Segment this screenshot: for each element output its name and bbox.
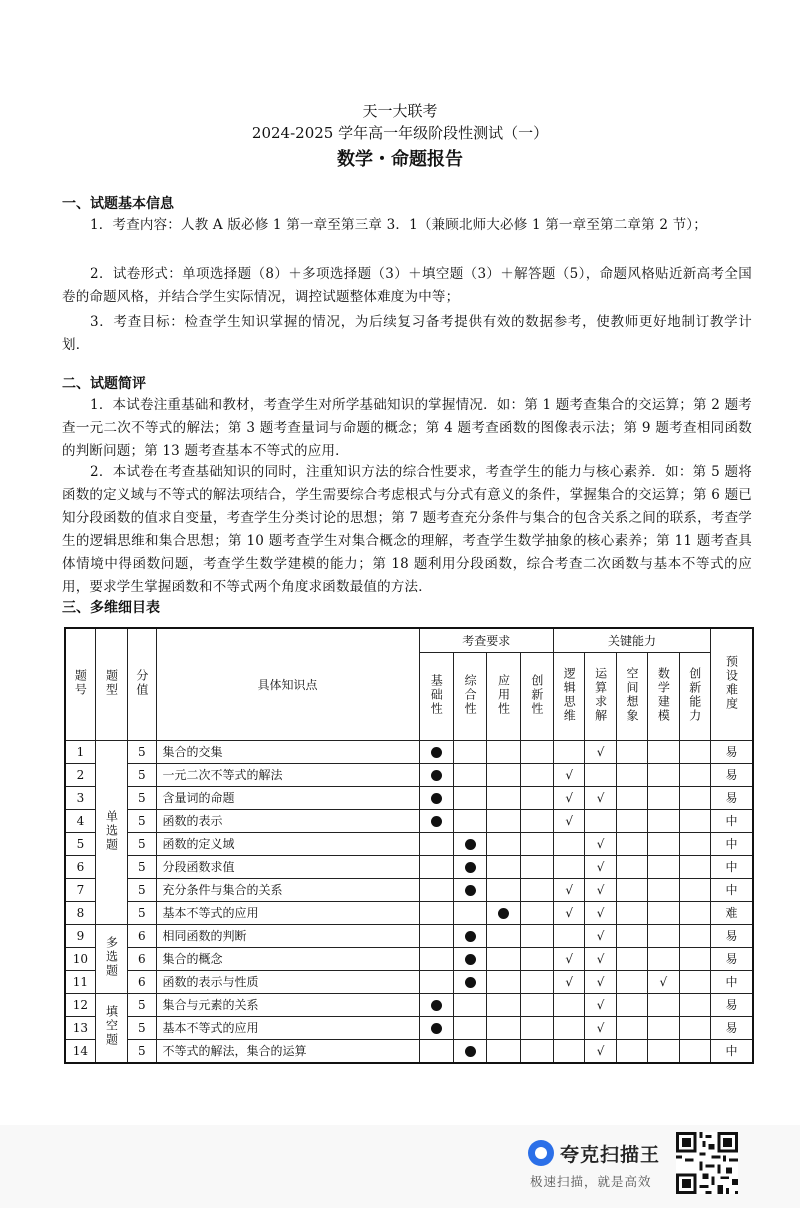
score-cell: 5 <box>128 855 156 878</box>
requirement-cell <box>419 947 453 970</box>
score-cell: 6 <box>128 947 156 970</box>
ability-cell <box>616 1016 647 1039</box>
requirement-cell <box>520 786 553 809</box>
ability-cell <box>554 832 585 855</box>
score-cell: 5 <box>128 901 156 924</box>
requirement-cell <box>520 993 553 1016</box>
check-mark-icon: √ <box>596 1020 605 1035</box>
header-ab-logic: 逻辑思维 <box>554 652 585 740</box>
check-mark-icon: √ <box>565 882 574 897</box>
header-requirements: 考查要求 <box>419 628 554 652</box>
report-header <box>0 100 800 174</box>
ability-cell <box>648 947 679 970</box>
header-question-type: 题型 <box>95 628 127 740</box>
ability-cell <box>616 970 647 993</box>
requirement-cell <box>419 763 453 786</box>
score-cell: 5 <box>128 878 156 901</box>
difficulty-cell: 中 <box>710 832 753 855</box>
ability-cell <box>585 970 616 993</box>
requirement-cell <box>453 924 486 947</box>
requirement-cell <box>520 901 553 924</box>
difficulty-cell: 易 <box>710 1016 753 1039</box>
ability-cell <box>585 740 616 763</box>
dot-mark-icon <box>431 747 442 758</box>
ability-cell <box>585 786 616 809</box>
requirement-cell <box>419 786 453 809</box>
requirement-cell <box>487 740 520 763</box>
ability-cell <box>679 740 710 763</box>
ability-cell <box>554 809 585 832</box>
table-row <box>65 786 753 809</box>
table-row <box>65 1039 753 1063</box>
check-mark-icon: √ <box>659 974 668 989</box>
ability-cell <box>679 763 710 786</box>
ability-cell <box>648 855 679 878</box>
requirement-cell <box>453 855 486 878</box>
topic-cell: 一元二次不等式的解法 <box>156 763 419 786</box>
requirement-cell <box>520 970 553 993</box>
requirement-cell <box>487 924 520 947</box>
table-row <box>65 1016 753 1039</box>
requirement-cell <box>520 855 553 878</box>
requirement-cell <box>487 947 520 970</box>
ability-cell <box>616 786 647 809</box>
question-type-cell <box>95 993 127 1063</box>
difficulty-cell: 易 <box>710 763 753 786</box>
header-ab-computation: 运算求解 <box>585 652 616 740</box>
question-no-cell: 9 <box>65 924 95 947</box>
dot-mark-icon <box>465 931 476 942</box>
requirement-cell <box>419 809 453 832</box>
check-mark-icon: √ <box>565 951 574 966</box>
ability-cell <box>554 855 585 878</box>
check-mark-icon: √ <box>596 744 605 759</box>
difficulty-cell: 易 <box>710 993 753 1016</box>
dot-mark-icon <box>498 908 509 919</box>
topic-cell: 不等式的解法，集合的运算 <box>156 1039 419 1063</box>
requirement-cell <box>453 809 486 832</box>
ability-cell <box>679 786 710 809</box>
ability-cell <box>554 1016 585 1039</box>
check-mark-icon: √ <box>565 905 574 920</box>
dot-mark-icon <box>465 885 476 896</box>
score-cell: 5 <box>128 1016 156 1039</box>
question-type-label: 单选题 <box>104 809 119 852</box>
requirement-cell <box>453 832 486 855</box>
requirement-cell <box>419 901 453 924</box>
question-type-label: 多选题 <box>104 936 119 978</box>
ability-cell <box>616 1039 647 1063</box>
ability-cell <box>616 809 647 832</box>
question-no-cell: 10 <box>65 947 95 970</box>
table-row <box>65 993 753 1016</box>
requirement-cell <box>419 1016 453 1039</box>
ability-cell <box>679 855 710 878</box>
header-difficulty: 预设难度 <box>710 628 753 740</box>
table-row <box>65 970 753 993</box>
requirement-cell <box>487 763 520 786</box>
difficulty-cell: 难 <box>710 901 753 924</box>
ability-cell <box>679 993 710 1016</box>
question-no-cell: 7 <box>65 878 95 901</box>
check-mark-icon: √ <box>596 997 605 1012</box>
dot-mark-icon <box>465 977 476 988</box>
table-row <box>65 832 753 855</box>
section1-paragraph-1: 1．考查内容：人教 A 版必修 1 第一章至第三章 3．1（兼顾北师大必修 1 第一章至第二章第 2 节）； <box>90 217 707 233</box>
topic-cell: 分段函数求值 <box>156 855 419 878</box>
ability-cell <box>648 763 679 786</box>
ability-cell <box>554 924 585 947</box>
header-key-abilities: 关键能力 <box>554 628 711 652</box>
ability-cell <box>648 832 679 855</box>
table-row <box>65 809 753 832</box>
ability-cell <box>554 878 585 901</box>
section1-paragraph-3: 3．考查目标：检查学生知识掌握的情况，为后续复习备考提供有效的数据参考，使教师更好地制订教学计划． <box>62 314 752 353</box>
question-no-cell: 1 <box>65 740 95 763</box>
ability-cell <box>616 947 647 970</box>
topic-cell: 函数的表示与性质 <box>156 970 419 993</box>
ability-cell <box>648 1039 679 1063</box>
requirement-cell <box>487 1016 520 1039</box>
header-req-comprehensive: 综合性 <box>453 652 486 740</box>
ability-cell <box>648 1016 679 1039</box>
header-ab-modeling: 数学建模 <box>648 652 679 740</box>
ability-cell <box>616 763 647 786</box>
question-no-cell: 14 <box>65 1039 95 1063</box>
qr-code-icon <box>676 1132 738 1194</box>
question-type-label: 填空题 <box>104 1005 119 1047</box>
dot-mark-icon <box>465 1046 476 1057</box>
ability-cell <box>554 947 585 970</box>
ability-cell <box>648 924 679 947</box>
requirement-cell <box>453 1039 486 1063</box>
section1-title: 一、试题基本信息 <box>62 196 174 212</box>
requirement-cell <box>419 832 453 855</box>
ability-cell <box>554 970 585 993</box>
ability-cell <box>648 809 679 832</box>
dot-mark-icon <box>431 770 442 781</box>
ability-cell <box>585 809 616 832</box>
ability-cell <box>679 901 710 924</box>
ability-cell <box>585 1016 616 1039</box>
table-row <box>65 763 753 786</box>
ability-cell <box>616 832 647 855</box>
check-mark-icon: √ <box>596 951 605 966</box>
dot-mark-icon <box>431 1000 442 1011</box>
check-mark-icon: √ <box>596 859 605 874</box>
topic-cell: 集合与元素的关系 <box>156 993 419 1016</box>
question-no-cell: 3 <box>65 786 95 809</box>
requirement-cell <box>520 924 553 947</box>
ability-cell <box>616 993 647 1016</box>
check-mark-icon: √ <box>596 790 605 805</box>
check-mark-icon: √ <box>596 882 605 897</box>
question-type-cell <box>95 924 127 993</box>
ability-cell <box>648 786 679 809</box>
check-mark-icon: √ <box>596 836 605 851</box>
requirement-cell <box>419 970 453 993</box>
ability-cell <box>554 786 585 809</box>
table-row <box>65 855 753 878</box>
score-cell: 5 <box>128 786 156 809</box>
header-question-no: 题号 <box>65 628 95 740</box>
ability-cell <box>679 924 710 947</box>
header-score: 分值 <box>128 628 156 740</box>
ability-cell <box>616 740 647 763</box>
check-mark-icon: √ <box>596 905 605 920</box>
requirement-cell <box>453 878 486 901</box>
score-cell: 5 <box>128 740 156 763</box>
requirement-cell <box>520 947 553 970</box>
difficulty-cell: 易 <box>710 786 753 809</box>
ability-cell <box>616 855 647 878</box>
dot-mark-icon <box>465 839 476 850</box>
requirement-cell <box>419 924 453 947</box>
requirement-cell <box>487 901 520 924</box>
ability-cell <box>616 924 647 947</box>
header-req-basic: 基础性 <box>419 652 453 740</box>
score-cell: 6 <box>128 970 156 993</box>
question-no-cell: 6 <box>65 855 95 878</box>
ability-cell <box>585 993 616 1016</box>
topic-cell: 相同函数的判断 <box>156 924 419 947</box>
scanner-brand: 夸克扫描王 <box>560 1144 661 1166</box>
ability-cell <box>554 901 585 924</box>
ability-cell <box>679 878 710 901</box>
org-name: 天一大联考 <box>362 102 438 120</box>
topic-cell: 函数的定义域 <box>156 832 419 855</box>
topic-cell: 含量词的命题 <box>156 786 419 809</box>
requirement-cell <box>453 1016 486 1039</box>
question-no-cell: 8 <box>65 901 95 924</box>
requirement-cell <box>520 809 553 832</box>
check-mark-icon: √ <box>596 928 605 943</box>
ability-cell <box>585 832 616 855</box>
ability-cell <box>585 763 616 786</box>
requirement-cell <box>453 993 486 1016</box>
requirement-cell <box>419 855 453 878</box>
section2-paragraph-1: 1．本试卷注重基础和教材，考查学生对所学基础知识的掌握情况．如：第 1 题考查集合的交运算；第 2 题考查一元二次不等式的解法；第 3 题考查量词与命题的概念；第 4 题考查函数的图像表示法；第 9 题考查相同函数的判断问题；第 13 题考查基本不等式的应用． <box>62 397 752 459</box>
ability-cell <box>616 878 647 901</box>
dot-mark-icon <box>431 816 442 827</box>
header-req-applied: 应用性 <box>487 652 520 740</box>
header-req-innovative: 创新性 <box>520 652 553 740</box>
requirement-cell <box>453 947 486 970</box>
score-cell: 5 <box>128 832 156 855</box>
check-mark-icon: √ <box>565 813 574 828</box>
difficulty-cell: 易 <box>710 924 753 947</box>
ability-cell <box>585 1039 616 1063</box>
requirement-cell <box>419 878 453 901</box>
requirement-cell <box>487 970 520 993</box>
difficulty-cell: 中 <box>710 970 753 993</box>
ability-cell <box>616 901 647 924</box>
section1-paragraph-2: 2．试卷形式：单项选择题（8）＋多项选择题（3）＋填空题（3）＋解答题（5），命题风格贴近新高考全国卷的命题风格，并结合学生实际情况，调控试题整体难度为中等； <box>62 266 752 305</box>
ability-cell <box>648 740 679 763</box>
difficulty-cell: 易 <box>710 947 753 970</box>
requirement-cell <box>453 901 486 924</box>
ability-cell <box>679 970 710 993</box>
requirement-cell <box>487 878 520 901</box>
table-row <box>65 878 753 901</box>
table-row <box>65 947 753 970</box>
check-mark-icon: √ <box>565 767 574 782</box>
requirement-cell <box>487 832 520 855</box>
dot-mark-icon <box>431 793 442 804</box>
table-row <box>65 740 753 763</box>
dot-mark-icon <box>465 954 476 965</box>
check-mark-icon: √ <box>565 790 574 805</box>
section2-title: 二、试题简评 <box>62 376 146 392</box>
requirement-cell <box>487 855 520 878</box>
ability-cell <box>585 901 616 924</box>
requirement-cell <box>487 786 520 809</box>
question-no-cell: 2 <box>65 763 95 786</box>
topic-cell: 函数的表示 <box>156 809 419 832</box>
ability-cell <box>585 855 616 878</box>
requirement-cell <box>520 832 553 855</box>
ability-cell <box>585 878 616 901</box>
topic-cell: 充分条件与集合的关系 <box>156 878 419 901</box>
requirement-cell <box>520 1016 553 1039</box>
score-cell: 5 <box>128 993 156 1016</box>
header-ab-innovation: 创新能力 <box>679 652 710 740</box>
requirement-cell <box>487 1039 520 1063</box>
section2-paragraph-2: 2．本试卷在考查基础知识的同时，注重知识方法的综合性要求，考查学生的能力与核心素养．如：第 5 题将函数的定义域与不等式的解法项结合，学生需要综合考虑根式与分式有意义的条件，掌握集合的交运算；第 6 题已知分段函数的值求自变量，考查学生分类讨论的思想；第 7 题考查充分条件与集合的包含关系之间的联系，考查学生的逻辑思维和集合思想；第 10 题考查学生对集合概念的理解，考查学生数学抽象的核心素养；第 11 题考查具体情境中得函数问题，考查学生数学建模的能力；第 18 题利用分段函数，综合考查二次函数与基本不等式的应用，要求学生掌握函数和不等式两个角度求函数最值的方法． <box>62 464 752 595</box>
requirement-cell <box>520 740 553 763</box>
requirement-cell <box>487 993 520 1016</box>
ability-cell <box>585 924 616 947</box>
question-no-cell: 12 <box>65 993 95 1016</box>
ability-cell <box>648 878 679 901</box>
difficulty-cell: 中 <box>710 809 753 832</box>
topic-cell: 集合的概念 <box>156 947 419 970</box>
score-cell: 5 <box>128 763 156 786</box>
requirement-cell <box>453 763 486 786</box>
exam-name: 2024-2025 学年高一年级阶段性测试（一） <box>251 124 549 142</box>
check-mark-icon: √ <box>596 1043 605 1058</box>
ability-cell <box>679 1016 710 1039</box>
score-cell: 6 <box>128 924 156 947</box>
requirement-cell <box>419 1039 453 1063</box>
requirement-cell <box>453 740 486 763</box>
topic-cell: 基本不等式的应用 <box>156 901 419 924</box>
check-mark-icon: √ <box>596 974 605 989</box>
question-type-cell <box>95 740 127 924</box>
ability-cell <box>554 740 585 763</box>
requirement-cell <box>453 970 486 993</box>
difficulty-cell: 中 <box>710 1039 753 1063</box>
ability-cell <box>648 970 679 993</box>
section3-title: 三、多维细目表 <box>62 600 160 616</box>
topic-cell: 基本不等式的应用 <box>156 1016 419 1039</box>
ability-cell <box>585 947 616 970</box>
scanner-logo-icon <box>528 1140 554 1166</box>
score-cell: 5 <box>128 809 156 832</box>
ability-cell <box>679 947 710 970</box>
requirement-cell <box>520 763 553 786</box>
ability-cell <box>648 901 679 924</box>
ability-cell <box>648 993 679 1016</box>
table-row <box>65 924 753 947</box>
question-no-cell: 13 <box>65 1016 95 1039</box>
table-row <box>65 901 753 924</box>
ability-cell <box>679 832 710 855</box>
header-topic: 具体知识点 <box>156 628 419 740</box>
ability-cell <box>554 763 585 786</box>
specification-table <box>64 627 754 1064</box>
question-no-cell: 5 <box>65 832 95 855</box>
difficulty-cell: 中 <box>710 878 753 901</box>
ability-cell <box>554 1039 585 1063</box>
dot-mark-icon <box>465 862 476 873</box>
ability-cell <box>554 993 585 1016</box>
question-no-cell: 11 <box>65 970 95 993</box>
requirement-cell <box>520 1039 553 1063</box>
report-title: 数学・命题报告 <box>337 149 463 170</box>
requirement-cell <box>419 740 453 763</box>
scanner-slogan: 极速扫描，就是高效 <box>530 1174 652 1189</box>
question-no-cell: 4 <box>65 809 95 832</box>
difficulty-cell: 中 <box>710 855 753 878</box>
requirement-cell <box>520 878 553 901</box>
requirement-cell <box>419 993 453 1016</box>
header-ab-spatial: 空间想象 <box>616 652 647 740</box>
dot-mark-icon <box>431 1023 442 1034</box>
score-cell: 5 <box>128 1039 156 1063</box>
difficulty-cell: 易 <box>710 740 753 763</box>
ability-cell <box>679 1039 710 1063</box>
ability-cell <box>679 809 710 832</box>
requirement-cell <box>453 786 486 809</box>
requirement-cell <box>487 809 520 832</box>
topic-cell: 集合的交集 <box>156 740 419 763</box>
check-mark-icon: √ <box>565 974 574 989</box>
